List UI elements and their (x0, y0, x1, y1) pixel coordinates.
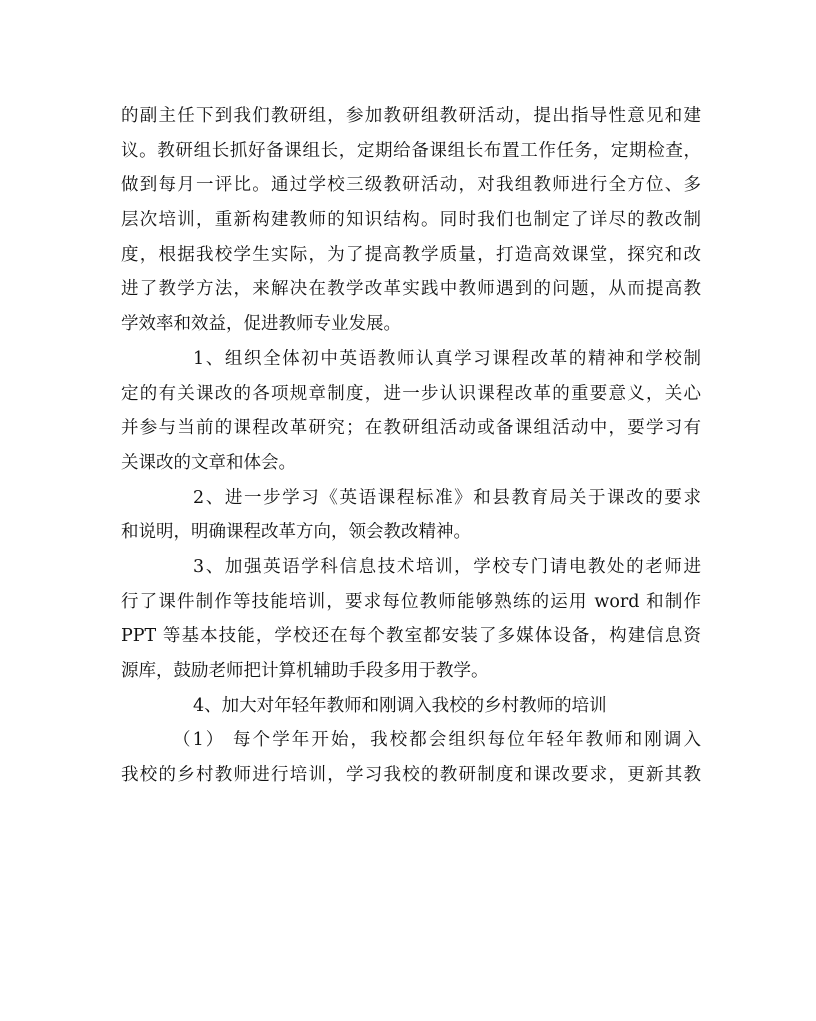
text-line: 关课改的文章和体会。 (121, 452, 296, 473)
text-line: 我校的乡村教师进行培训，学习我校的教研制度和课改要求，更新其教 (121, 765, 701, 786)
text-line: 做到每月一评比。通过学校三级教研活动，对我组教师进行全方位、多 (121, 175, 701, 196)
text-line: 学效率和效益，促进教师专业发展。 (121, 314, 401, 335)
text-line: 源库，鼓励老师把计算机辅助手段多用于教学。 (121, 661, 489, 681)
text-line: 3、加强英语学科信息技术培训，学校专门请电教处的老师进 (193, 556, 701, 577)
text-line: 4、加大对年轻年教师和刚调入我校的乡村教师的培训 (193, 695, 607, 716)
text-line: PPT 等基本技能，学校还在每个教室都安装了多媒体设备，构建信息资 (121, 626, 701, 647)
text-line: 2、进一步学习《英语课程标准》和县教育局关于课改的要求 (193, 487, 701, 508)
text-line: 定的有关课改的各项规章制度，进一步认识课程改革的重要意义，关心 (121, 383, 701, 404)
text-line: 1、组织全体初中英语教师认真学习课程改革的精神和学校制 (193, 348, 701, 369)
document-body (121, 99, 701, 793)
text-line: 议。教研组长抓好备课组长，定期给备课组长布置工作任务，定期检查， (121, 140, 701, 161)
text-line: 进了教学方法，来解决在教学改革实践中教师遇到的问题，从而提高教 (121, 279, 701, 300)
text-line: 层次培训，重新构建教师的知识结构。同时我们也制定了详尽的教改制 (121, 210, 701, 231)
text-line: 度，根据我校学生实际，为了提高教学质量，打造高效课堂，探究和改 (121, 244, 701, 265)
text-line: 的副主任下到我们教研组，参加教研组教研活动，提出指导性意见和建 (121, 106, 701, 126)
text-line: 行了课件制作等技能培训，要求每位教师能够熟练的运用 word 和制作 (121, 591, 701, 612)
text-line: 并参与当前的课程改革研究；在教研组活动或备课组活动中，要学习有 (121, 418, 701, 439)
text-line: （1） 每个学年开始，我校都会组织每位年轻年教师和刚调入 (173, 730, 701, 751)
text-line: 和说明，明确课程改革方向，领会教改精神。 (121, 522, 471, 543)
